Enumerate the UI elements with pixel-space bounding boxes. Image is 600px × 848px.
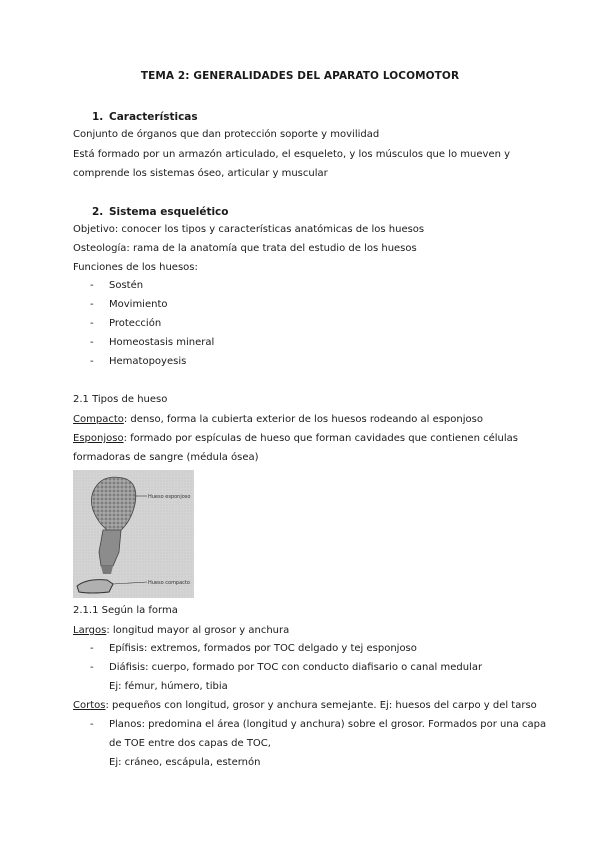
section-2-heading bbox=[92, 206, 229, 218]
section-1-title: Características bbox=[109, 111, 198, 123]
function-item: - Hematopoyesis bbox=[90, 356, 187, 367]
esponjoso-line: Esponjoso: formado por espículas de hueso que forman cavidades que contienen células bbox=[73, 433, 518, 444]
section-2-title: Sistema esquelético bbox=[109, 206, 229, 218]
section-1-line-2: Está formado por un armazón articulado, el esqueleto, y los músculos que lo mueven y bbox=[73, 149, 511, 160]
figure-label-compact: Hueso compacto bbox=[148, 580, 190, 586]
section-1-number: 1. bbox=[92, 111, 104, 123]
planos-line-2: de TOE entre dos capas de TOC, bbox=[109, 738, 271, 749]
function-item: - Homeostasis mineral bbox=[90, 337, 215, 348]
esponjoso-line-2: formadoras de sangre (médula ósea) bbox=[73, 452, 259, 463]
bone-structure-photo bbox=[73, 470, 194, 598]
largos-example: Ej: fémur, húmero, tibia bbox=[109, 681, 228, 692]
subsection-tipos-heading: 2.1 Tipos de hueso bbox=[73, 394, 168, 405]
figure-label-spongy: Hueso esponjoso bbox=[148, 494, 191, 500]
cortos-line: Cortos: pequeños con longitud, grosor y anchura semejante. Ej: huesos del carpo y del tarso bbox=[73, 700, 537, 711]
function-item: - Movimiento bbox=[90, 299, 168, 310]
cortos-term: Cortos bbox=[73, 700, 106, 711]
esponjoso-term: Esponjoso bbox=[73, 433, 124, 444]
largos-term: Largos bbox=[73, 625, 107, 636]
compacto-term: Compacto bbox=[73, 414, 124, 425]
planos-item: - Planos: predomina el área (longitud y anchura) sobre el grosor. Formados por una capa bbox=[90, 719, 547, 730]
document-title: TEMA 2: GENERALIDADES DEL APARATO LOCOMOTOR bbox=[140, 70, 460, 82]
section-2-line-2: Osteología: rama de la anatomía que trata del estudio de los huesos bbox=[73, 243, 417, 254]
compacto-line: Compacto: denso, forma la cubierta exterior de los huesos rodeando al esponjoso bbox=[73, 414, 483, 425]
section-2-number: 2. bbox=[92, 206, 104, 218]
section-1-line-3: comprende los sistemas óseo, articular y muscular bbox=[73, 168, 328, 179]
largos-line: Largos: longitud mayor al grosor y anchura bbox=[73, 625, 290, 636]
section-2-line-1: Objetivo: conocer los tipos y características anatómicas de los huesos bbox=[73, 224, 425, 235]
function-item: - Protección bbox=[90, 318, 162, 329]
section-1-heading bbox=[92, 111, 198, 123]
section-1-line-1: Conjunto de órganos que dan protección soporte y movilidad bbox=[73, 129, 380, 140]
section-2-line-3: Funciones de los huesos: bbox=[73, 262, 198, 273]
largos-item: - Diáfisis: cuerpo, formado por TOC con conducto diafisario o canal medular bbox=[90, 662, 483, 673]
bone-illustration bbox=[73, 470, 194, 598]
largos-item: - Epífisis: extremos, formados por TOC delgado y tej esponjoso bbox=[90, 643, 417, 654]
subsection-forma-heading: 2.1.1 Según la forma bbox=[73, 605, 178, 616]
planos-example: Ej: cráneo, escápula, esternón bbox=[109, 757, 261, 768]
function-item: - Sostén bbox=[90, 280, 144, 291]
